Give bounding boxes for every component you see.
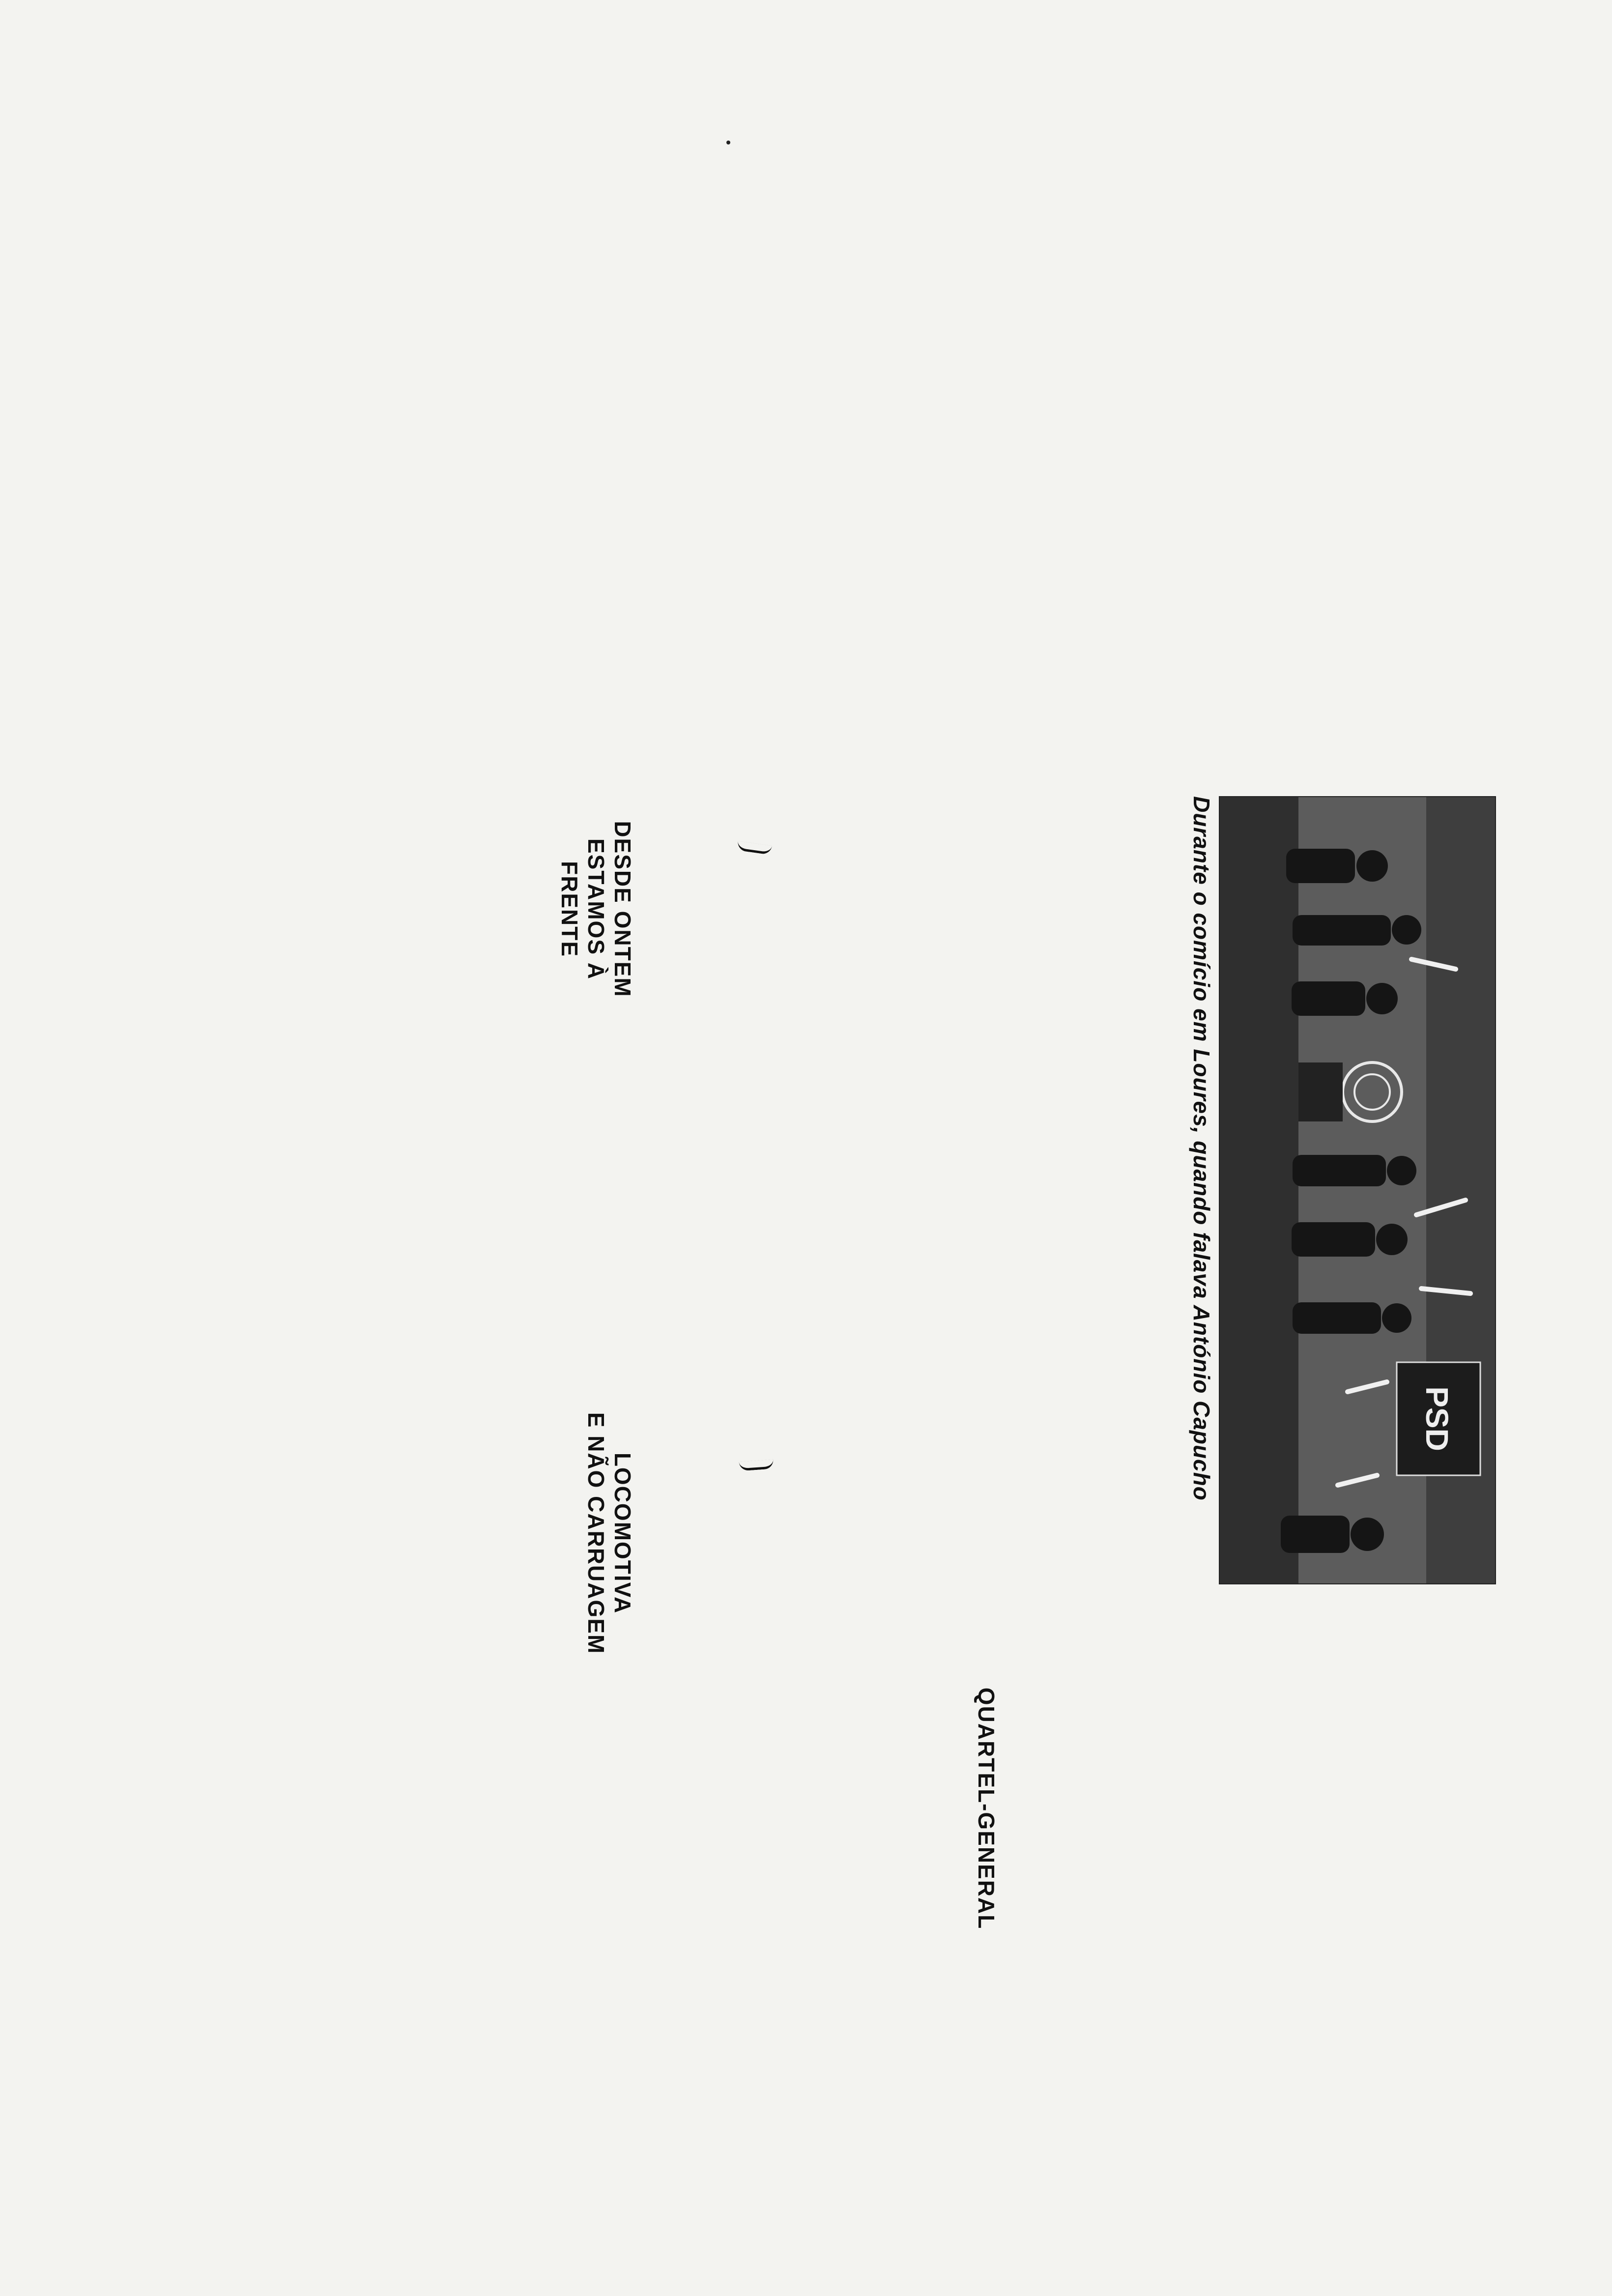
photo-caption: Durante o comício em Loures, quando falava António Capucho — [1189, 796, 1214, 1501]
subhead-line: E NÃO CARRUAGEM — [583, 1412, 609, 1655]
rally-photo-drawing — [1220, 797, 1495, 1583]
speck — [726, 141, 730, 144]
subhead-quartel-general: QUARTEL-GENERAL — [974, 1687, 999, 1930]
newspaper-clipping — [136, 216, 1496, 2169]
banner-text: PSD — [1419, 1386, 1455, 1451]
subhead-line: LOCOMOTIVA — [610, 1452, 635, 1614]
rally-photo — [1219, 796, 1496, 1584]
subhead-line: DESDE ONTEM — [610, 821, 635, 998]
subhead-line: ESTAMOS À FRENTE — [557, 838, 609, 980]
subhead-desde-ontem — [556, 806, 636, 1012]
subhead-locomotiva — [583, 1396, 636, 1671]
